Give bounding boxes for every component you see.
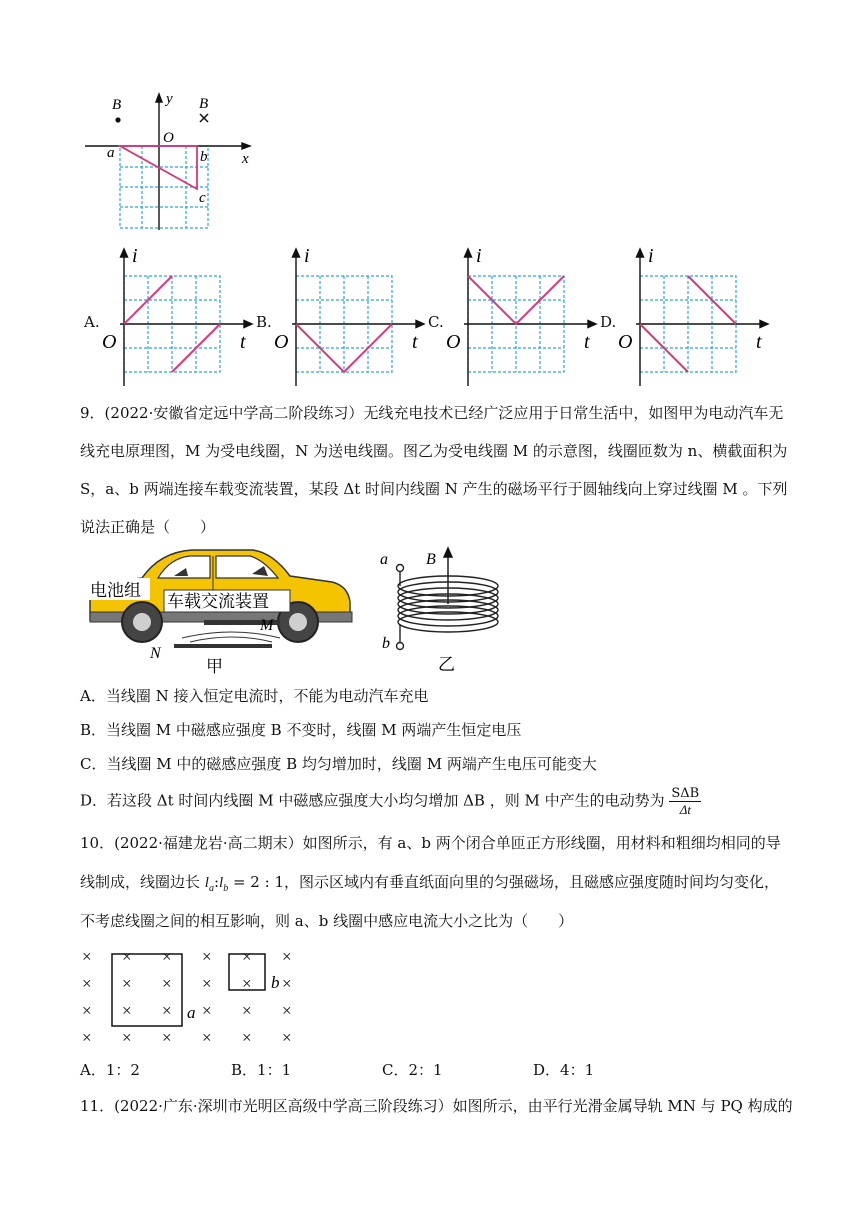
q10-line-1: 10．(2022·福建龙岩·高二期末）如图所示，有 a、b 两个闭合单匝正方形线圈，用材料和粗细均相同的导 <box>80 834 781 852</box>
q10-option-b[interactable]: B．1：1 <box>231 1061 292 1079</box>
q8-option-b-graph[interactable] <box>270 240 430 390</box>
field-cross-icon: × <box>242 1028 252 1047</box>
q10-line-2 <box>80 872 779 899</box>
q10-label-a: a <box>187 1003 196 1022</box>
q8-option-d-origin: O <box>618 331 633 353</box>
q10-ratio-colon: : <box>213 873 220 891</box>
q9-option-d-text: D．若这段 Δt 时间内线圈 M 中磁感应强度大小均匀增加 ΔB ，则 M 中产生的电动势为 <box>80 791 665 810</box>
q8-label-a: a <box>107 145 115 161</box>
q8-option-d-axis-t: t <box>756 331 762 353</box>
field-cross-icon: × <box>242 947 252 966</box>
q8-option-b-origin: O <box>274 331 289 353</box>
q9-line-2: 线充电原理图，M 为受电线圈，N 为送电线圈。图乙为受电线圈 M 的示意图，线圈匝数为 n、横截面积为 <box>80 442 788 460</box>
q9-car-figure <box>82 546 362 676</box>
q8-label-y: y <box>166 91 173 107</box>
field-cross-icon: × <box>162 974 172 993</box>
q8-label-b-right: B <box>199 96 209 112</box>
q9-line-1: 9．(2022·安徽省定远中学高二阶段练习）无线充电技术已经广泛应用于日常生活中，如图甲为电动汽车无 <box>80 404 784 422</box>
q10-ratio-value: = 2 : 1 <box>228 873 284 891</box>
q8-option-d-letter[interactable]: D. <box>600 313 617 331</box>
q8-option-c-graph[interactable] <box>442 240 602 390</box>
q9-option-d-denominator: Δt <box>679 802 691 817</box>
q8-option-a-axis-i: i <box>132 245 138 267</box>
q10-ratio-l2: l <box>219 875 224 891</box>
q10-line-3: 不考虑线圈之间的相互影响，则 a、b 线圈中感应电流大小之比为（ ） <box>80 912 574 930</box>
q9-option-c[interactable]: C．当线圈 M 中的磁感应强度 B 均匀增加时，线圈 M 两端产生电压可能变大 <box>80 755 597 773</box>
q8-label-c: c <box>199 190 206 206</box>
q10-ratio-sub-a: a <box>208 883 214 894</box>
q8-option-a-axis-t: t <box>240 331 246 353</box>
field-cross-icon: × <box>162 1028 172 1047</box>
q9-label-m: M <box>260 617 274 634</box>
q8-label-b-left: B <box>112 97 122 113</box>
field-cross-icon: × <box>82 974 92 993</box>
q10-line-2-post: ，图示区域内有垂直纸面向里的匀强磁场，且磁感应强度随时间均匀变化， <box>283 873 779 891</box>
q9-label-n: N <box>150 645 161 662</box>
field-cross-icon: × <box>162 1001 172 1020</box>
q9-coil-label-a: a <box>380 551 388 568</box>
field-cross-icon: × <box>242 974 252 993</box>
q8-option-a-origin: O <box>102 331 117 353</box>
field-cross-icon: × <box>82 1028 92 1047</box>
q9-option-b[interactable]: B．当线圈 M 中磁感应强度 B 不变时，线圈 M 两端产生恒定电压 <box>80 721 522 739</box>
field-cross-icon: × <box>82 947 92 966</box>
field-cross-icon: × <box>202 947 212 966</box>
q8-figure <box>80 85 270 235</box>
q9-option-d-numerator: SΔB <box>671 786 700 801</box>
q8-label-x: x <box>242 151 249 167</box>
q9-line-3: S，a、b 两端连接车载变流装置，某段 Δt 时间内线圈 N 产生的磁场平行于圆轴线向上穿过线圈 M 。下列 <box>80 480 788 498</box>
q8-label-b: b <box>200 149 208 165</box>
q9-coil-label-b: b <box>382 635 390 652</box>
q11-line-1: 11．(2022·广东·深圳市光明区高级中学高三阶段练习）如图所示，由平行光滑金属导轨 MN 与 PQ 构成的 <box>80 1097 793 1115</box>
q10-figure <box>78 938 308 1054</box>
q8-option-a-letter[interactable]: A. <box>84 313 100 331</box>
q9-option-d[interactable] <box>80 786 701 817</box>
q8-option-a-graph[interactable] <box>98 240 258 390</box>
q10-ratio-sub-b: b <box>223 883 229 894</box>
q9-coil-figure <box>376 542 516 678</box>
q8-label-origin: O <box>163 130 174 146</box>
q10-ratio-l1: l <box>204 875 209 891</box>
q10-line-2-pre: 线制成，线圈边长 <box>80 873 201 891</box>
field-cross-icon: × <box>202 974 212 993</box>
field-cross-icon: × <box>122 974 132 993</box>
q9-line-4: 说法正确是（ ） <box>80 518 216 536</box>
field-cross-icon: × <box>82 1001 92 1020</box>
q8-option-b-axis-i: i <box>304 245 310 267</box>
q8-option-c-origin: O <box>446 331 461 353</box>
q9-label-yi: 乙 <box>438 655 455 674</box>
q9-option-a[interactable]: A．当线圈 N 接入恒定电流时，不能为电动汽车充电 <box>80 687 429 705</box>
field-cross-icon: × <box>122 1001 132 1020</box>
field-cross-icon: × <box>122 947 132 966</box>
q9-label-jia: 甲 <box>206 657 223 676</box>
field-cross-icon: × <box>162 947 172 966</box>
q10-label-b: b <box>271 973 280 992</box>
field-cross-icon: × <box>282 1028 292 1047</box>
field-cross-icon: × <box>202 1028 212 1047</box>
q9-converter-label: 车载交流装置 <box>167 592 269 611</box>
q10-option-c[interactable]: C．2：1 <box>382 1061 443 1079</box>
field-cross-icon: × <box>122 1028 132 1047</box>
q9-coil-label-b-field: B <box>426 551 436 568</box>
field-cross-icon: × <box>282 974 292 993</box>
q8-option-c-axis-t: t <box>584 331 590 353</box>
field-cross-icon: × <box>242 1001 252 1020</box>
q8-option-b-axis-t: t <box>412 331 418 353</box>
q8-option-c-axis-i: i <box>476 245 482 267</box>
field-cross-icon: × <box>202 1001 212 1020</box>
q9-battery-label: 电池组 <box>90 581 141 600</box>
q8-option-d-graph[interactable] <box>614 240 774 390</box>
q10-option-d[interactable]: D．4：1 <box>533 1061 595 1079</box>
q8-option-c-letter[interactable]: C. <box>428 313 444 331</box>
q8-option-b-letter[interactable]: B. <box>256 313 272 331</box>
q8-option-d-axis-i: i <box>648 245 654 267</box>
field-cross-icon: × <box>282 1001 292 1020</box>
q10-option-a[interactable]: A．1：2 <box>80 1061 140 1079</box>
q9-option-d-fraction <box>669 786 701 817</box>
field-cross-icon: × <box>282 947 292 966</box>
